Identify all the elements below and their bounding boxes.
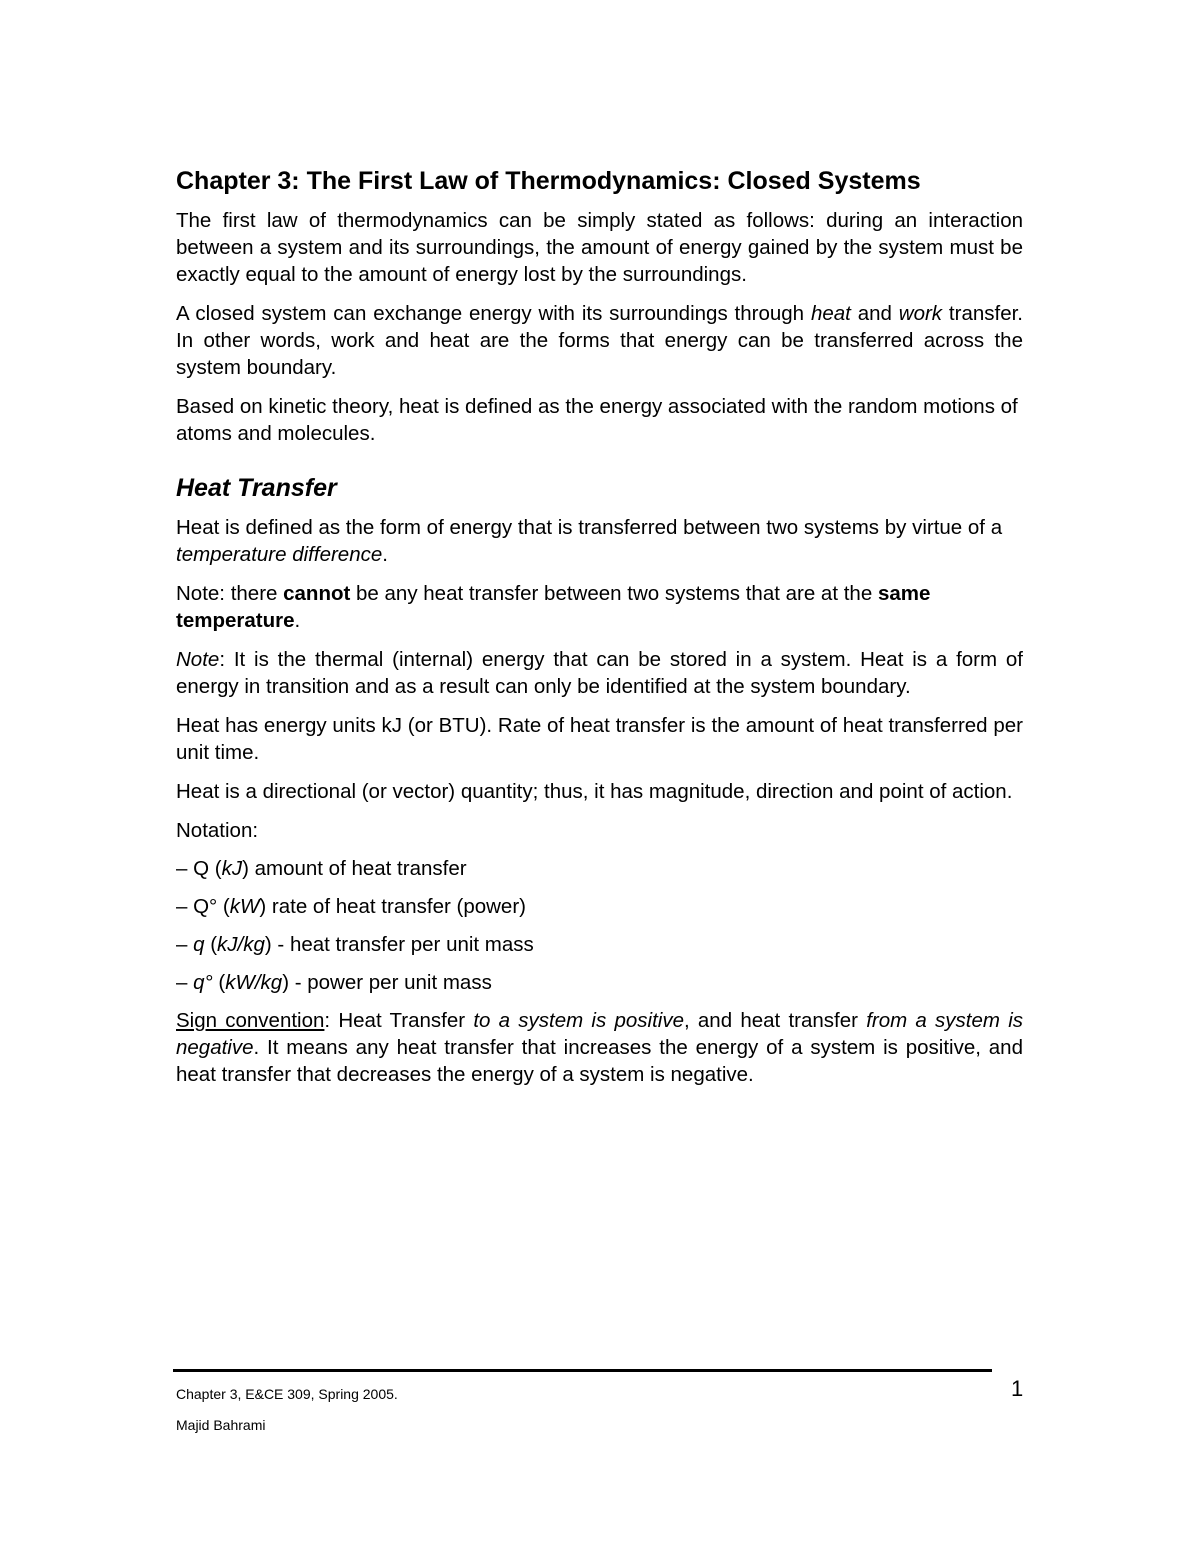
notation-label: Notation: (176, 819, 259, 842)
text-run: be any heat transfer between two systems that are at the (350, 582, 878, 605)
heat-definition (176, 514, 1023, 568)
heat-directional: Heat is a directional (or vector) quantity; thus, it has magnitude, direction and point of action. (176, 780, 1013, 803)
notation-item (176, 969, 1023, 996)
text-run: : It is the thermal (internal) energy that can be stored in a system. Heat is a form of energy in transition and as a result can only be identified at the system boundary. (176, 648, 1023, 698)
text-run: , and heat transfer (683, 1009, 867, 1032)
notation-unit: kW/kg (225, 971, 283, 994)
text-run: ) - power per unit mass (282, 971, 492, 994)
notation-unit: kJ (221, 857, 243, 880)
text-run: A closed system can exchange energy with its surroundings through (176, 302, 811, 325)
notation-symbol: q° (193, 971, 213, 994)
bold-cannot: cannot (283, 582, 351, 605)
text-run: ) rate of heat transfer (power) (259, 895, 526, 918)
note-same-temperature (176, 580, 1023, 634)
emphasis-positive: to a system is positive (473, 1009, 684, 1032)
footer-author: Majid Bahrami (176, 1417, 266, 1433)
bold-same-temperature: same temperature (176, 582, 931, 632)
footer-course: Chapter 3, E&CE 309, Spring 2005. (176, 1386, 398, 1402)
notation-unit: kJ/kg (217, 933, 265, 956)
heat-units: Heat has energy units kJ (or BTU). Rate of heat transfer is the amount of heat transferred per unit time. (176, 714, 1023, 764)
text-run: and (850, 302, 899, 325)
intro-paragraph-2 (176, 300, 1023, 381)
sign-convention-label: Sign convention (176, 1009, 325, 1032)
text-run: . (294, 609, 301, 632)
intro-paragraph-1: The first law of thermodynamics can be simply stated as follows: during an interaction between a system and its surroundings, the amount of energy gained by the system must be exactly equal to the amount of energy lost by the surroundings. (176, 209, 1023, 286)
text-run: transfer. In other words, work and heat are the forms that energy can be transferred across the system boundary. (176, 302, 1023, 379)
emphasis-note: Note (176, 648, 220, 671)
notation-item (176, 893, 1023, 920)
text-run: ( (204, 933, 218, 956)
chapter-title: Chapter 3: The First Law of Thermodynamics: Closed Systems (176, 167, 921, 195)
text-run: – Q° ( (176, 895, 230, 918)
notation-item (176, 855, 1023, 882)
emphasis-work: work (898, 302, 943, 325)
notation-item (176, 931, 1023, 958)
notation-unit: kW (229, 895, 260, 918)
text-run: ) - heat transfer per unit mass (264, 933, 534, 956)
footer-divider (173, 1369, 992, 1372)
page-content (176, 166, 1023, 1100)
text-run: Note: there (176, 582, 284, 605)
text-run: Heat is defined as the form of energy that is transferred between two systems by virtue of a (176, 516, 1003, 539)
text-run: – (176, 933, 194, 956)
notation-symbol: q (193, 933, 205, 956)
intro-paragraph-3: Based on kinetic theory, heat is defined as the energy associated with the random motions of atoms and molecules. (176, 395, 1018, 445)
emphasis-heat: heat (810, 302, 851, 325)
section-heading-heat-transfer: Heat Transfer (176, 474, 337, 502)
text-run: : Heat Transfer (324, 1009, 474, 1032)
note-thermal-energy (176, 646, 1023, 700)
emphasis-negative: from a system is negative (176, 1009, 1024, 1059)
text-run: . It means any heat transfer that increases the energy of a system is positive, and heat transfer that decreases the energy of a system is negative. (176, 1036, 1023, 1086)
text-run: – Q ( (176, 857, 222, 880)
text-run: . (382, 543, 388, 566)
text-run: – (176, 971, 194, 994)
text-run: ( (212, 971, 226, 994)
sign-convention (176, 1007, 1023, 1088)
page-number: 1 (1011, 1376, 1024, 1401)
text-run: ) amount of heat transfer (242, 857, 467, 880)
emphasis-temperature-difference: temperature difference (176, 543, 383, 566)
